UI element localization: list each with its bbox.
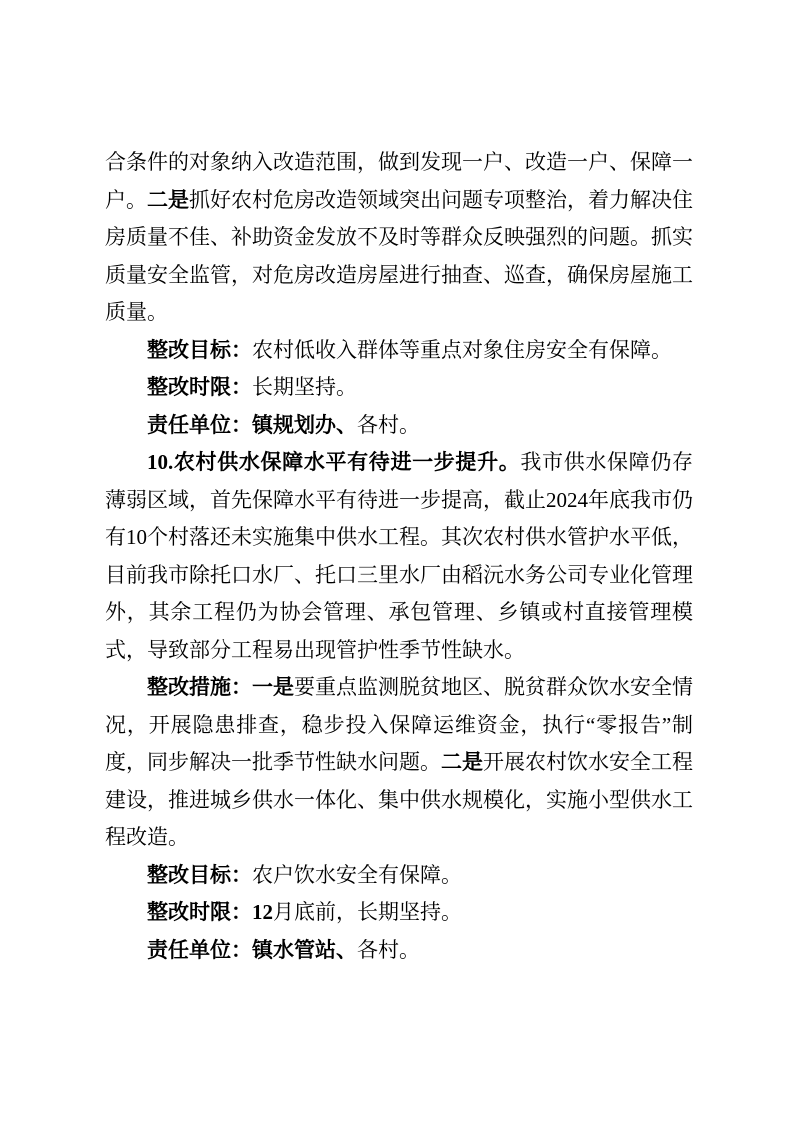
paragraph xyxy=(105,144,693,332)
text-segment: 要重点监测脱贫地区、脱贫群众饮水安全情况，开展隐患排查，稳步投入保障运维资金，执行“零报告”制度，同步解决一批季节性缺水问题。 xyxy=(105,675,693,774)
text-segment: 农户饮水安全有保障。 xyxy=(252,862,462,887)
bold-text-segment: 二是 xyxy=(441,750,483,774)
bold-text-segment: 整改目标： xyxy=(147,337,252,362)
text-segment: 各村。 xyxy=(357,937,420,962)
paragraph xyxy=(105,894,693,932)
bold-text-segment: 12 xyxy=(252,900,273,924)
text-segment: 长期坚持。 xyxy=(252,375,357,399)
paragraph xyxy=(105,857,693,895)
paragraph xyxy=(105,407,693,445)
paragraph xyxy=(105,669,693,857)
paragraph xyxy=(105,932,693,970)
bold-text-segment: 责任单位：镇规划办、 xyxy=(147,412,357,437)
bold-text-segment: 10.农村供水保障水平有待进一步提升。 xyxy=(147,450,521,474)
bold-text-segment: 整改时限： xyxy=(147,900,252,924)
bold-text-segment: 整改时限： xyxy=(147,375,252,399)
text-segment: 开展农村饮水安全工程建设，推进城乡供水一体化、集中供水规模化，实施小型供水工程改造。 xyxy=(105,750,693,849)
bold-text-segment: 整改措施：一是 xyxy=(147,675,294,699)
bold-text-segment: 二是 xyxy=(147,187,189,212)
bold-text-segment: 责任单位：镇水管站、 xyxy=(147,937,357,962)
text-segment: 各村。 xyxy=(357,412,420,437)
paragraph xyxy=(105,444,693,669)
text-segment: 抓好农村危房改造领域突出问题专项整治，着力解决住房质量不佳、补助资金发放不及时等群众反映强烈的问题。抓实质量安全监管，对危房改造房屋进行抽查、巡查，确保房屋施工质量。 xyxy=(105,187,693,324)
text-segment: 合条件的对象纳入改造范围，做到发现一户、改造一户、保障一户。 xyxy=(105,150,693,212)
text-segment: 月底前，长期坚持。 xyxy=(273,900,462,924)
paragraph xyxy=(105,332,693,370)
text-segment: 农村低收入群体等重点对象住房安全有保障。 xyxy=(252,337,672,362)
paragraph xyxy=(105,369,693,407)
bold-text-segment: 整改目标： xyxy=(147,862,252,887)
text-segment: 我市供水保障仍存薄弱区域，首先保障水平有待进一步提高，截止2024年底我市仍有10个村落还未实施集中供水工程。其次农村供水管护水平低，目前我市除托口水厂、托口三里水厂由稻沅水务公司专业化管理外，其余工程仍为协会管理、承包管理、乡镇或村直接管理模式，导致部分工程易出现管护性季节性缺水。 xyxy=(105,450,693,662)
document-body xyxy=(105,144,693,969)
